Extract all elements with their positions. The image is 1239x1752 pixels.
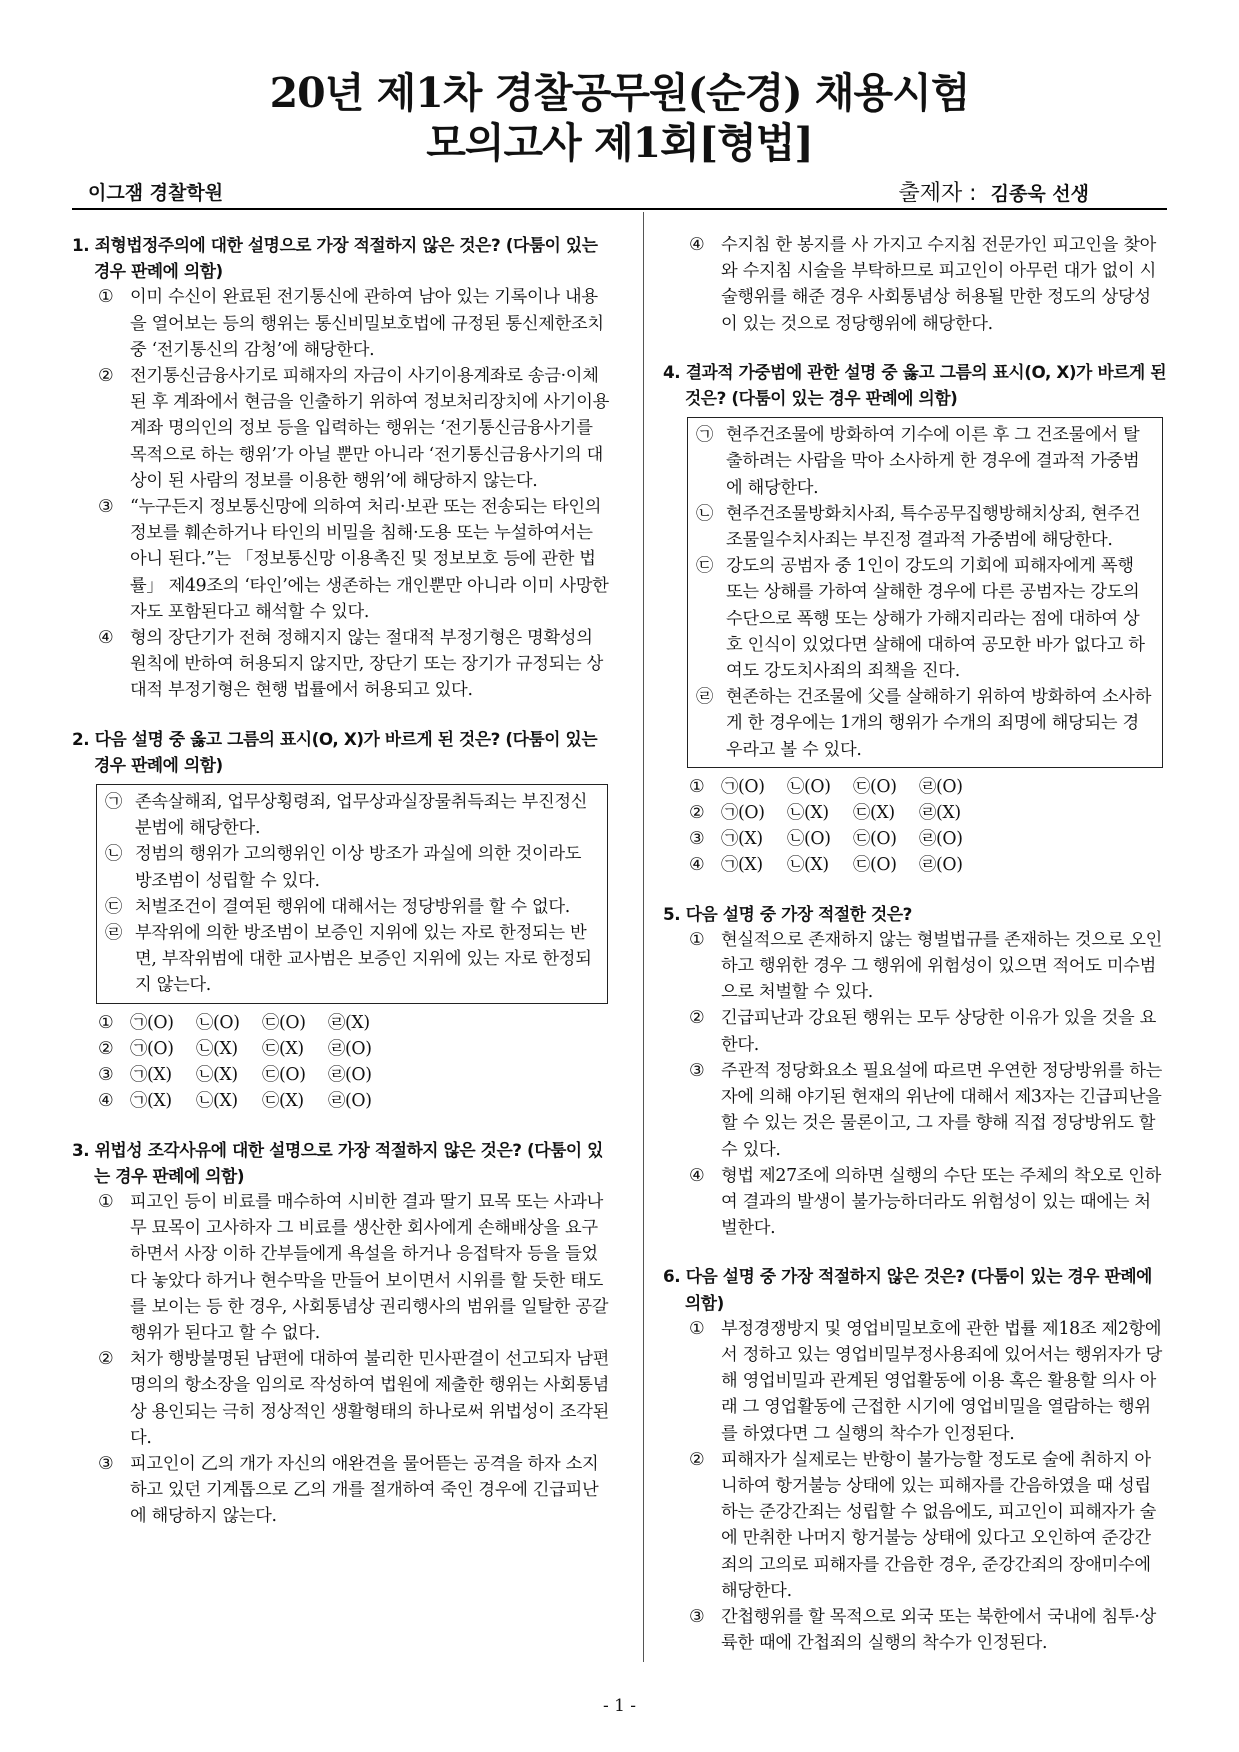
- option-item: [72, 1189, 612, 1346]
- question-1: [72, 232, 612, 704]
- academy-name: 이그잼 경찰학원: [88, 182, 224, 204]
- statement-item: [105, 894, 597, 920]
- option-text: 이미 수신이 완료된 전기통신에 관하여 남아 있는 기록이나 내용을 열어보는 등의 행위는 통신비밀보호법에 규정된 통신제한조치 중 ‘전기통신의 감청’에 해당한다.: [130, 287, 604, 360]
- answer-number: ③: [98, 1065, 114, 1086]
- option-text: 형법 제27조에 의하면 실행의 수단 또는 주체의 착오로 인하여 결과의 발생이 불가능하더라도 위험성이 있는 때에는 처벌한다.: [721, 1165, 1161, 1239]
- answer-cell: ㉢(X): [262, 1038, 304, 1059]
- statement-text: 부작위에 의한 방조범이 보증인 지위에 있는 자로 한정되는 반면, 부작위범에 대한 교사범은 보증인 지위에 있는 자로 한정되지 않는다.: [135, 923, 592, 996]
- question-title: 2. 다음 설명 중 옳고 그름의 표시(O, X)가 바르게 된 것은? (다툼이 있는 경우 판례에 의함): [72, 728, 598, 775]
- question-6: [663, 1263, 1167, 1656]
- answer-row: [72, 1062, 612, 1088]
- option-number: ④: [689, 235, 705, 255]
- answer-row: [663, 800, 1167, 826]
- option-text: 주관적 정당화요소 필요설에 따르면 우연한 정당방위를 하는 자에 의해 야기된 현재의 위난에 대해서 제3자는 긴급피난을 할 수 있는 것은 물론이고, 그 자를 향해 직접 정당방위도 할 수 있다.: [721, 1060, 1163, 1160]
- option-number: ③: [689, 1606, 705, 1627]
- option-number: ④: [98, 628, 114, 649]
- answer-row: [72, 1088, 612, 1114]
- answer-cell: ㉢(O): [262, 1065, 306, 1086]
- answer-cell: ㉠(O): [130, 1038, 174, 1059]
- statement-text: 존속살해죄, 업무상횡령죄, 업무상과실장물취득죄는 부진정신분범에 해당한다.: [135, 792, 588, 839]
- exam-subtitle: 모의고사 제1회[형법]: [426, 119, 813, 167]
- left-column: [72, 232, 612, 1552]
- option-item: [663, 1604, 1167, 1656]
- answer-cell: ㉢(O): [853, 855, 897, 876]
- answer-cell: ㉡(X): [787, 803, 829, 824]
- question-title: 4. 결과적 가중범에 관한 설명 중 옳고 그름의 표시(O, X)가 바르게 된 것은? (다툼이 있는 경우 판례에 의함): [663, 361, 1167, 409]
- statement-text: 강도의 공범자 중 1인이 강도의 기회에 피해자에게 폭행 또는 상해를 가하여 살해한 경우에 다른 공범자는 강도의 수단으로 폭행 또는 상해가 가해지리라는 점에 대하여 상호 인식이 있었다면 살해에 대하여 공모한 바가 없다고 하여도 강도치사죄의 죄책을 진다.: [726, 556, 1145, 682]
- right-column: [663, 232, 1167, 1678]
- option-number: ①: [689, 1318, 705, 1339]
- option-text: 피고인 등이 비료를 매수하여 시비한 결과 딸기 묘목 또는 사과나무 묘목이 고사하자 그 비료를 생산한 회사에게 손해배상을 요구하면서 사장 이하 간부들에게 욕설을 하거나 응접탁자 등을 들었다 놓았다 하거나 현수막을 만들어 보이면서 시위를 할 듯한 태도를 보이는 등 한 경우, 사회통념상 권리행사의 범위를 일탈한 공갈행위가 된다고 할 수 없다.: [130, 1191, 609, 1343]
- question-2: [72, 726, 612, 1115]
- option-item: [663, 1163, 1167, 1242]
- option-item: [72, 363, 612, 494]
- option-number: ②: [98, 1349, 114, 1370]
- option-number: ①: [98, 1191, 114, 1212]
- answer-row: [72, 1036, 612, 1062]
- statement-mark: ㉢: [696, 556, 713, 577]
- answer-number: ①: [98, 1012, 114, 1033]
- author-info: [898, 176, 1089, 207]
- answer-cell: ㉡(O): [196, 1012, 240, 1033]
- answer-number: ③: [689, 829, 705, 850]
- option-item: [72, 494, 612, 625]
- option-number: ③: [98, 497, 114, 518]
- statement-text: 처벌조건이 결여된 행위에 대해서는 정당방위를 할 수 없다.: [135, 896, 570, 917]
- question-title: 3. 위법성 조각사유에 대한 설명으로 가장 적절하지 않은 것은? (다툼이 있는 경우 판례에 의함): [72, 1139, 603, 1186]
- option-number: ②: [689, 1449, 705, 1470]
- answer-cell: ㉡(X): [196, 1038, 238, 1059]
- statement-mark: ㉡: [105, 844, 122, 865]
- answer-row: [72, 1010, 612, 1036]
- question-3: [72, 1137, 612, 1530]
- option-number: ③: [689, 1060, 705, 1081]
- statement-mark: ㉠: [696, 425, 713, 446]
- statement-item: [696, 501, 1152, 553]
- option-text: 부정경쟁방지 및 영업비밀보호에 관한 법률 제18조 제2항에서 정하고 있는 영업비밀부정사용죄에 있어서는 행위자가 당해 영업비밀과 관계된 영업활동에 이용 혹은 활용할 의사 아래 그 영업활동에 근접한 시기에 영업비밀을 열람하는 행위를 하였다면 그 실행의 착수가 인정된다.: [721, 1318, 1163, 1444]
- option-text: 현실적으로 존재하지 않는 형벌법규를 존재하는 것으로 오인하고 행위한 경우 그 행위에 위험성이 있으면 적어도 미수범으로 처벌할 수 있다.: [721, 929, 1163, 1003]
- statement-text: 정범의 행위가 고의행위인 이상 방조가 과실에 의한 것이라도 방조범이 성립할 수 있다.: [135, 844, 582, 891]
- question-title: 5. 다음 설명 중 가장 적절한 것은?: [663, 903, 912, 924]
- statement-item: [696, 684, 1152, 763]
- option-item: [72, 1451, 612, 1530]
- option-text: 형의 장단기가 전혀 정해지지 않는 절대적 부정기형은 명확성의 원칙에 반하여 허용되지 않지만, 장단기 또는 장기가 규정되는 상대적 부정기형은 현행 법률에서 허용되고 있다.: [130, 628, 603, 701]
- answer-cell: ㉣(O): [919, 855, 963, 876]
- answer-number: ②: [689, 803, 705, 824]
- answer-cell: ㉡(O): [787, 829, 831, 850]
- statement-mark: ㉢: [105, 896, 122, 917]
- statement-mark: ㉡: [696, 503, 713, 524]
- statement-box: [687, 417, 1163, 768]
- option-item: [72, 284, 612, 363]
- option-item: [663, 232, 1167, 337]
- statement-mark: ㉠: [105, 792, 122, 813]
- option-number: ①: [98, 287, 114, 308]
- option-number: ③: [98, 1453, 114, 1474]
- statement-text: 현주건조물방화치사죄, 특수공무집행방해치상죄, 현주건조물일수치사죄는 부진정 결과적 가중범에 해당한다.: [726, 503, 1141, 551]
- question-title: 1. 죄형법정주의에 대한 설명으로 가장 적절하지 않은 것은? (다툼이 있는 경우 판례에 의함): [72, 235, 598, 282]
- answer-cell: ㉠(X): [721, 829, 763, 850]
- option-number: ②: [98, 366, 114, 387]
- answer-cell: ㉡(X): [196, 1065, 238, 1086]
- option-text: 긴급피난과 강요된 행위는 모두 상당한 이유가 있을 것을 요한다.: [721, 1008, 1156, 1055]
- answer-cell: ㉢(O): [853, 776, 897, 797]
- answer-row: [663, 826, 1167, 852]
- option-item: [663, 1316, 1167, 1447]
- answer-cell: ㉠(X): [721, 855, 763, 876]
- option-item: [663, 1447, 1167, 1604]
- answer-row: [663, 852, 1167, 878]
- option-item: [663, 1058, 1167, 1163]
- option-text: 수지침 한 봉지를 사 가지고 수지침 전문가인 피고인을 찾아와 수지침 시술을 부탁하므로 피고인이 아무런 대가 없이 시술행위를 해준 경우 사회통념상 허용될 만한 정도의 상당성이 있는 것으로 정당행위에 해당한다.: [721, 235, 1156, 334]
- answer-number: ②: [98, 1038, 114, 1059]
- statement-item: [105, 920, 597, 999]
- answer-cell: ㉣(O): [919, 776, 963, 797]
- option-number: ④: [689, 1165, 705, 1186]
- column-divider: [643, 212, 644, 1662]
- statement-box: [96, 784, 608, 1004]
- option-text: “누구든지 정보통신망에 의하여 처리·보관 또는 전송되는 타인의 정보를 훼손하거나 타인의 비밀을 침해·도용 또는 누설하여서는 아니 된다.”는 「정보통신망 이용촉진 및 정보보호 등에 관한 법률」 제49조의 ‘타인’에는 생존하는 개인뿐만 아니라 이미 사망한 자도 포함된다고 해석할 수 있다.: [130, 497, 609, 622]
- answer-cell: ㉣(O): [328, 1065, 372, 1086]
- answer-cell: ㉡(O): [787, 776, 831, 797]
- header-divider: [72, 208, 1167, 210]
- answer-cell: ㉡(X): [196, 1091, 238, 1112]
- answer-cell: ㉠(O): [130, 1012, 174, 1033]
- author-label: 출제자 :: [898, 181, 977, 206]
- author-name: 김종욱 선생: [990, 183, 1089, 205]
- answer-cell: ㉢(X): [262, 1091, 304, 1112]
- question-5: [663, 901, 1167, 1242]
- answer-cell: ㉢(O): [262, 1012, 306, 1033]
- answer-cell: ㉣(O): [919, 829, 963, 850]
- option-item: [72, 625, 612, 704]
- statement-item: [696, 553, 1152, 684]
- question-4: [663, 359, 1167, 879]
- option-text: 처가 행방불명된 남편에 대하여 불리한 민사판결이 선고되자 남편명의의 항소장을 임의로 작성하여 법원에 제출한 행위는 사회통념상 용인되는 극히 정상적인 생활형태의 하나로써 위법성이 조각된다.: [130, 1349, 609, 1448]
- answer-cell: ㉠(O): [721, 776, 765, 797]
- page-number: - 1 -: [602, 1696, 637, 1716]
- option-text: 피해자가 실제로는 반항이 불가능할 정도로 술에 취하지 아니하여 항거불능 상태에 있는 피해자를 간음하였을 때 성립하는 준강간죄는 성립할 수 없음에도, 피고인이 피해자가 술에 만취한 나머지 항거불능 상태에 있다고 오인하여 준강간죄의 고의로 피해자를 간음한 경우, 준강간죄의 장애미수에 해당한다.: [721, 1449, 1156, 1601]
- answer-cell: ㉣(O): [328, 1038, 372, 1059]
- statement-item: [105, 841, 597, 893]
- option-item: [663, 1005, 1167, 1057]
- answer-cell: ㉡(X): [787, 855, 829, 876]
- option-text: 전기통신금융사기로 피해자의 자금이 사기이용계좌로 송금·이체된 후 계좌에서 현금을 인출하기 위하여 정보처리장치에 사기이용계좌 명의인의 정보 등을 입력하는 행위는 ‘전기통신금융사기를 목적으로 하는 행위’가 아닐 뿐만 아니라 ‘전기통신금융사기의 대상이 된 사람의 정보를 이용한 행위’에 해당하지 않는다.: [130, 366, 609, 491]
- statement-mark: ㉣: [105, 923, 122, 944]
- answer-cell: ㉠(X): [130, 1065, 172, 1086]
- statement-text: 현주건조물에 방화하여 기수에 이른 후 그 건조물에서 탈출하려는 사람을 막아 소사하게 한 경우에 결과적 가중범에 해당한다.: [726, 425, 1140, 498]
- option-item: [663, 927, 1167, 1006]
- statement-item: [696, 422, 1152, 501]
- statement-text: 현존하는 건조물에 父를 살해하기 위하여 방화하여 소사하게 한 경우에는 1개의 행위가 수개의 죄명에 해당되는 경우라고 볼 수 있다.: [726, 687, 1152, 760]
- answer-cell: ㉢(O): [853, 829, 897, 850]
- option-item: [72, 1346, 612, 1451]
- question-3-continued: [663, 232, 1167, 337]
- answer-cell: ㉠(X): [130, 1091, 172, 1112]
- statement-mark: ㉣: [696, 687, 713, 708]
- option-number: ①: [689, 929, 705, 950]
- option-text: 피고인이 乙의 개가 자신의 애완견을 물어뜯는 공격을 하자 소지하고 있던 기계톱으로 乙의 개를 절개하여 죽인 경우에 긴급피난에 해당하지 않는다.: [130, 1453, 599, 1527]
- answer-cell: ㉣(O): [328, 1091, 372, 1112]
- answer-number: ④: [98, 1091, 114, 1112]
- answer-cell: ㉠(O): [721, 803, 765, 824]
- answer-number: ①: [689, 776, 705, 797]
- option-text: 간첩행위를 할 목적으로 외국 또는 북한에서 국내에 침투·상륙한 때에 간첩죄의 실행의 착수가 인정된다.: [721, 1606, 1156, 1654]
- exam-title: 20년 제1차 경찰공무원(순경) 채용시험: [269, 69, 970, 117]
- answer-cell: ㉣(X): [328, 1012, 370, 1033]
- answer-cell: ㉣(X): [919, 803, 961, 824]
- option-number: ②: [689, 1008, 705, 1029]
- statement-item: [105, 789, 597, 841]
- answer-cell: ㉢(X): [853, 803, 895, 824]
- question-title: 6. 다음 설명 중 가장 적절하지 않은 것은? (다툼이 있는 경우 판례에 의함): [663, 1266, 1152, 1313]
- answer-number: ④: [689, 855, 705, 876]
- answer-row: [663, 774, 1167, 800]
